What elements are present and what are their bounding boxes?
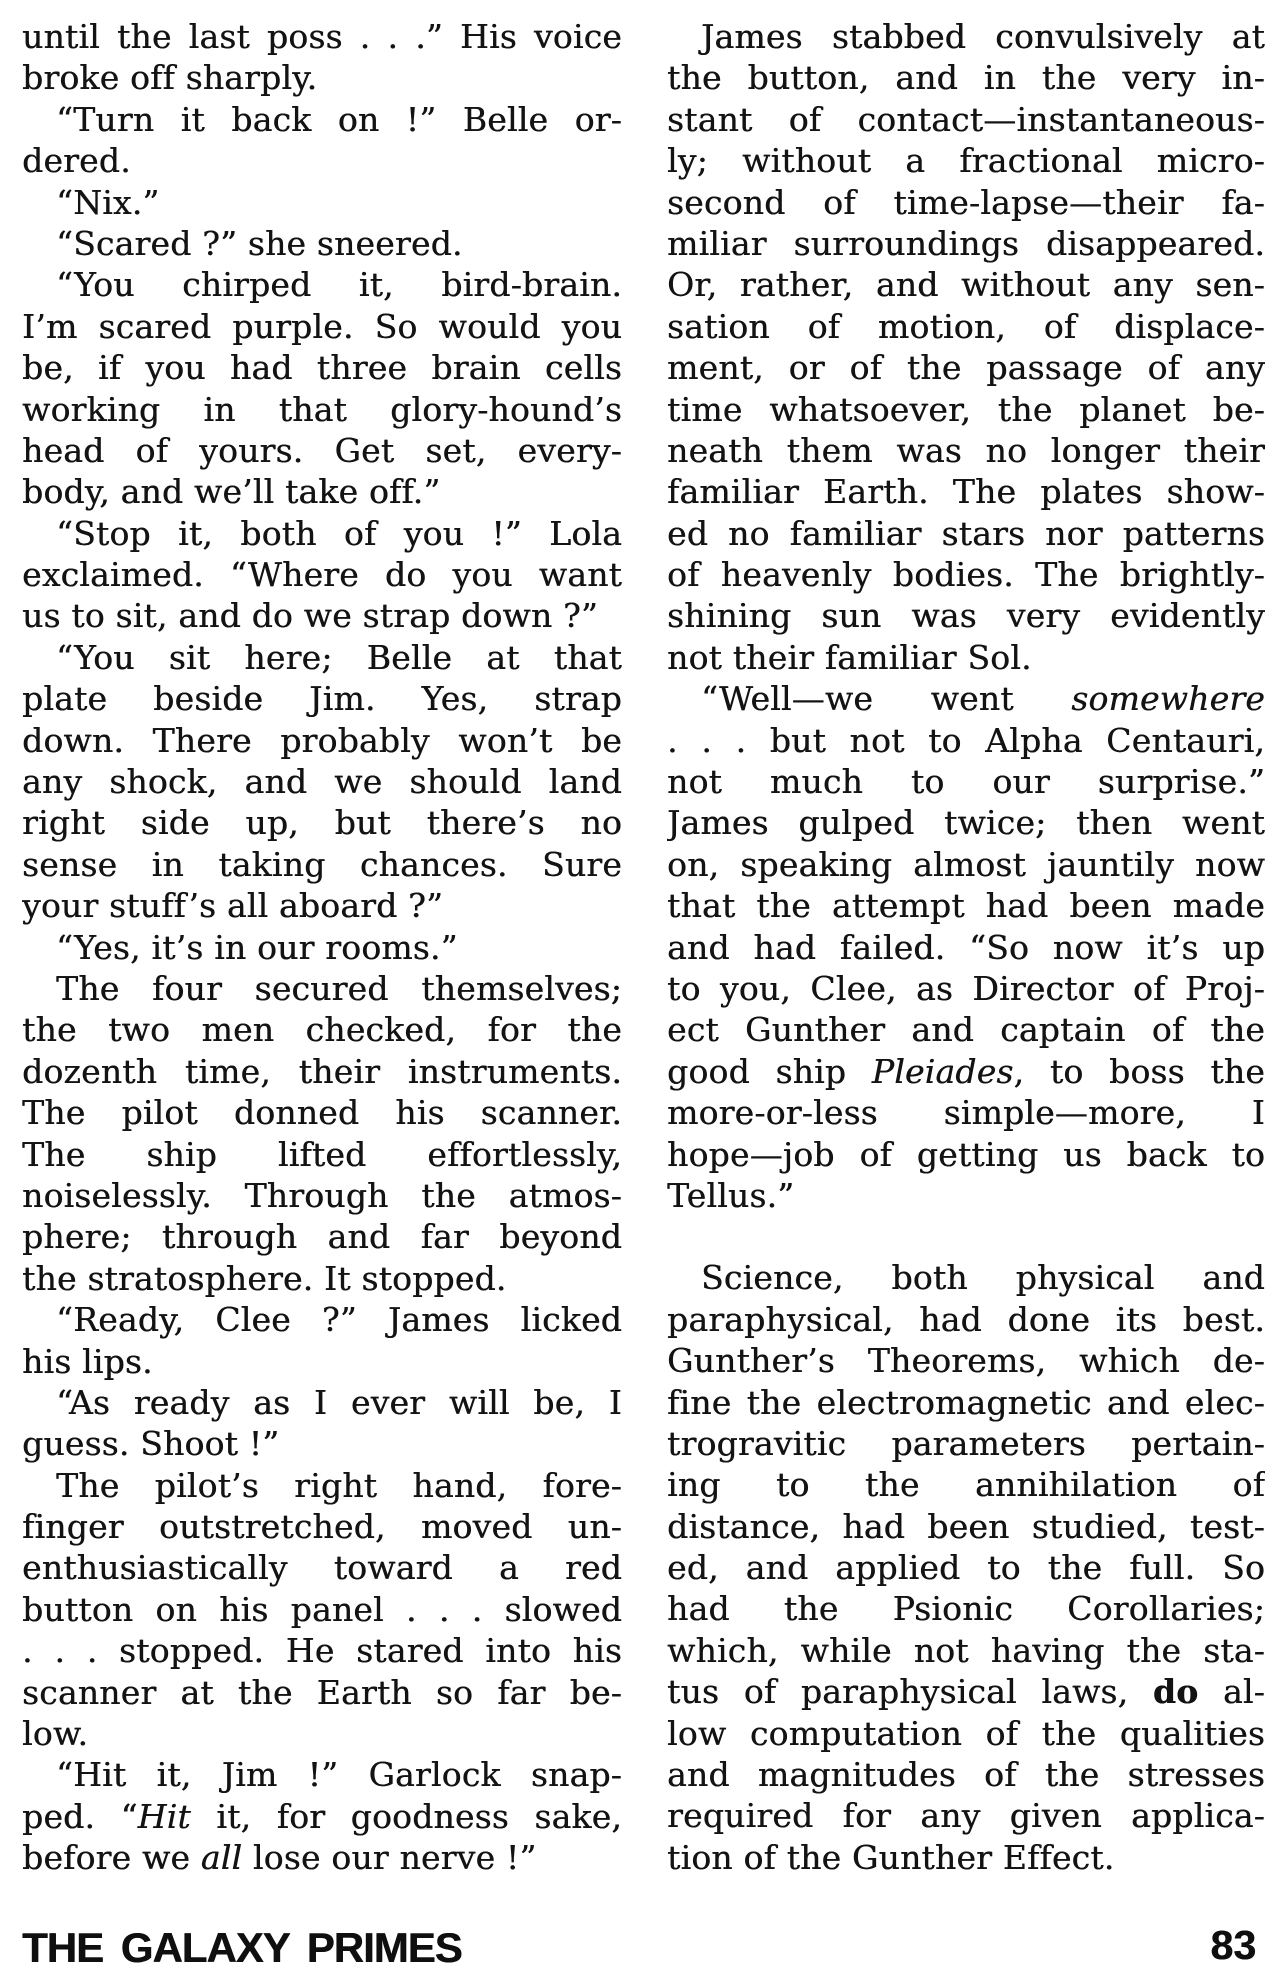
text-line: working in that glory-hound’s	[22, 389, 622, 429]
text-line: phere; through and far beyond	[22, 1217, 622, 1257]
text-line: guess. Shoot !”	[22, 1424, 280, 1464]
text-line: “Nix.”	[56, 182, 160, 222]
text-line: “Yes, it’s in our rooms.”	[56, 927, 458, 967]
text-line: on, speaking almost jauntily now	[667, 844, 1265, 884]
paragraph	[22, 1299, 622, 1382]
text-line: “Hit it, Jim !” Garlock snap-	[56, 1755, 622, 1795]
text-line: The four secured themselves;	[56, 968, 622, 1008]
paragraph	[22, 223, 622, 264]
text-line: his lips.	[22, 1341, 153, 1381]
text-line: second of time-lapse—their fa-	[667, 182, 1265, 222]
text-line: us to sit, and do we strap down ?”	[22, 596, 598, 636]
text-line: The ship lifted effortlessly,	[22, 1134, 622, 1174]
text-line: I’m scared purple. So would you	[22, 306, 622, 346]
text-column-right	[667, 16, 1265, 1878]
text-line: ing to the annihilation of	[667, 1465, 1265, 1505]
paragraph	[22, 927, 622, 968]
text-line: not their familiar Sol.	[667, 637, 1032, 677]
text-line: the two men checked, for the	[22, 1010, 622, 1050]
text-line: the stratosphere. It stopped.	[22, 1258, 507, 1298]
text-line: trogravitic parameters pertain-	[667, 1423, 1265, 1463]
text-line: “Well—we went somewhere	[701, 679, 1265, 719]
text-line: which, while not having the sta-	[667, 1630, 1265, 1670]
text-line: scanner at the Earth so far be-	[22, 1672, 622, 1712]
text-line: Gunther’s Theorems, which de-	[667, 1341, 1265, 1381]
text-line: neath them was no longer their	[667, 430, 1265, 470]
text-line: exclaimed. “Where do you want	[22, 555, 622, 595]
text-line: “Stop it, both of you !” Lola	[56, 513, 622, 553]
text-line: fine the electromagnetic and elec-	[667, 1382, 1265, 1422]
running-title: THE GALAXY PRIMES	[22, 1924, 462, 1971]
paragraph	[667, 16, 1265, 678]
text-line: Or, rather, and without any sen-	[667, 265, 1265, 305]
text-line: that the attempt had been made	[667, 886, 1265, 926]
text-line: head of yours. Get set, every-	[22, 430, 622, 470]
text-line: “Turn it back on !” Belle or-	[56, 99, 622, 139]
text-line: any shock, and we should land	[22, 762, 622, 802]
text-line: stant of contact—instantaneous-	[667, 99, 1265, 139]
text-line: shining sun was very evidently	[667, 596, 1265, 636]
text-line: your stuff’s all aboard ?”	[22, 886, 444, 926]
text-line: the button, and in the very in-	[667, 58, 1265, 98]
paragraph	[22, 637, 622, 927]
text-line: broke off sharply.	[22, 58, 318, 98]
paragraph	[22, 968, 622, 1299]
text-line: of heavenly bodies. The brightly-	[667, 555, 1265, 595]
text-line: The pilot’s right hand, fore-	[56, 1465, 622, 1505]
paragraph	[667, 678, 1265, 1216]
text-line: had the Psionic Corollaries;	[667, 1589, 1265, 1629]
text-line: before we all lose our nerve !”	[22, 1838, 537, 1878]
text-line: down. There probably won’t be	[22, 720, 622, 760]
text-line: paraphysical, had done its best.	[667, 1299, 1265, 1339]
text-line: dered.	[22, 141, 131, 181]
text-line: dozenth time, their instruments.	[22, 1051, 622, 1091]
text-line: . . . stopped. He stared into his	[22, 1631, 622, 1671]
paragraph	[667, 1257, 1265, 1878]
text-line: “As ready as I ever will be, I	[56, 1382, 622, 1422]
text-line: noiselessly. Through the atmos-	[22, 1175, 622, 1215]
text-line: time whatsoever, the planet be-	[667, 389, 1265, 429]
text-line: “You chirped it, bird-brain.	[56, 265, 622, 305]
text-line: tus of paraphysical laws, do al-	[667, 1672, 1265, 1712]
paragraph	[22, 513, 622, 637]
text-line: sense in taking chances. Sure	[22, 844, 622, 884]
paragraph	[22, 1382, 622, 1465]
text-line: ly; without a fractional micro-	[667, 141, 1265, 181]
text-line: ment, or of the passage of any	[667, 348, 1265, 388]
text-line: finger outstretched, moved un-	[22, 1507, 622, 1547]
text-line: body, and we’ll take off.”	[22, 472, 441, 512]
paragraph	[22, 1465, 622, 1755]
text-line: Tellus.”	[667, 1175, 795, 1215]
paragraph	[22, 1754, 622, 1878]
text-line: tion of the Gunther Effect.	[667, 1837, 1115, 1877]
text-line: until the last poss . . .” His voice	[22, 17, 622, 56]
text-line: hope—job of getting us back to	[667, 1134, 1265, 1174]
text-line: button on his panel . . . slowed	[22, 1589, 622, 1629]
page-number: 83	[1210, 1922, 1256, 1968]
text-column-left	[22, 16, 622, 1879]
text-line: not much to our surprise.”	[667, 762, 1265, 802]
paragraph	[22, 99, 622, 182]
text-line: right side up, but there’s no	[22, 803, 622, 843]
text-line: familiar Earth. The plates show-	[667, 472, 1265, 512]
text-line: distance, had been studied, test-	[667, 1506, 1265, 1546]
text-line: ed, and applied to the full. So	[667, 1548, 1265, 1588]
text-line: “Scared ?” she sneered.	[56, 223, 463, 263]
text-line: Science, both physical and	[701, 1258, 1265, 1298]
paragraph	[22, 16, 622, 99]
text-line: plate beside Jim. Yes, strap	[22, 679, 622, 719]
text-line: James stabbed convulsively at	[701, 17, 1265, 56]
text-line: required for any given applica-	[667, 1796, 1265, 1836]
text-line: to you, Clee, as Director of Proj-	[667, 968, 1265, 1008]
text-line: low.	[22, 1714, 89, 1754]
text-line: miliar surroundings disappeared.	[667, 223, 1265, 263]
paragraph	[22, 264, 622, 512]
text-line: and magnitudes of the stresses	[667, 1755, 1265, 1795]
text-line: “Ready, Clee ?” James licked	[56, 1300, 622, 1340]
text-line: sation of motion, of displace-	[667, 306, 1265, 346]
text-line: . . . but not to Alpha Centauri,	[667, 720, 1265, 760]
text-line: and had failed. “So now it’s up	[667, 927, 1265, 967]
text-line: The pilot donned his scanner.	[22, 1093, 622, 1133]
text-line: more-or-less simple—more, I	[667, 1093, 1265, 1133]
text-line: enthusiastically toward a red	[22, 1548, 622, 1588]
text-line: ect Gunther and captain of the	[667, 1010, 1265, 1050]
text-line: ped. “Hit it, for goodness sake,	[22, 1796, 622, 1836]
text-line: “You sit here; Belle at that	[56, 637, 622, 677]
text-line: ed no familiar stars nor patterns	[667, 513, 1265, 553]
text-line: be, if you had three brain cells	[22, 348, 622, 388]
text-line: good ship Pleiades, to boss the	[667, 1051, 1265, 1091]
paragraph	[22, 182, 622, 223]
text-line: low computation of the qualities	[667, 1713, 1265, 1753]
text-line: James gulped twice; then went	[667, 803, 1265, 843]
